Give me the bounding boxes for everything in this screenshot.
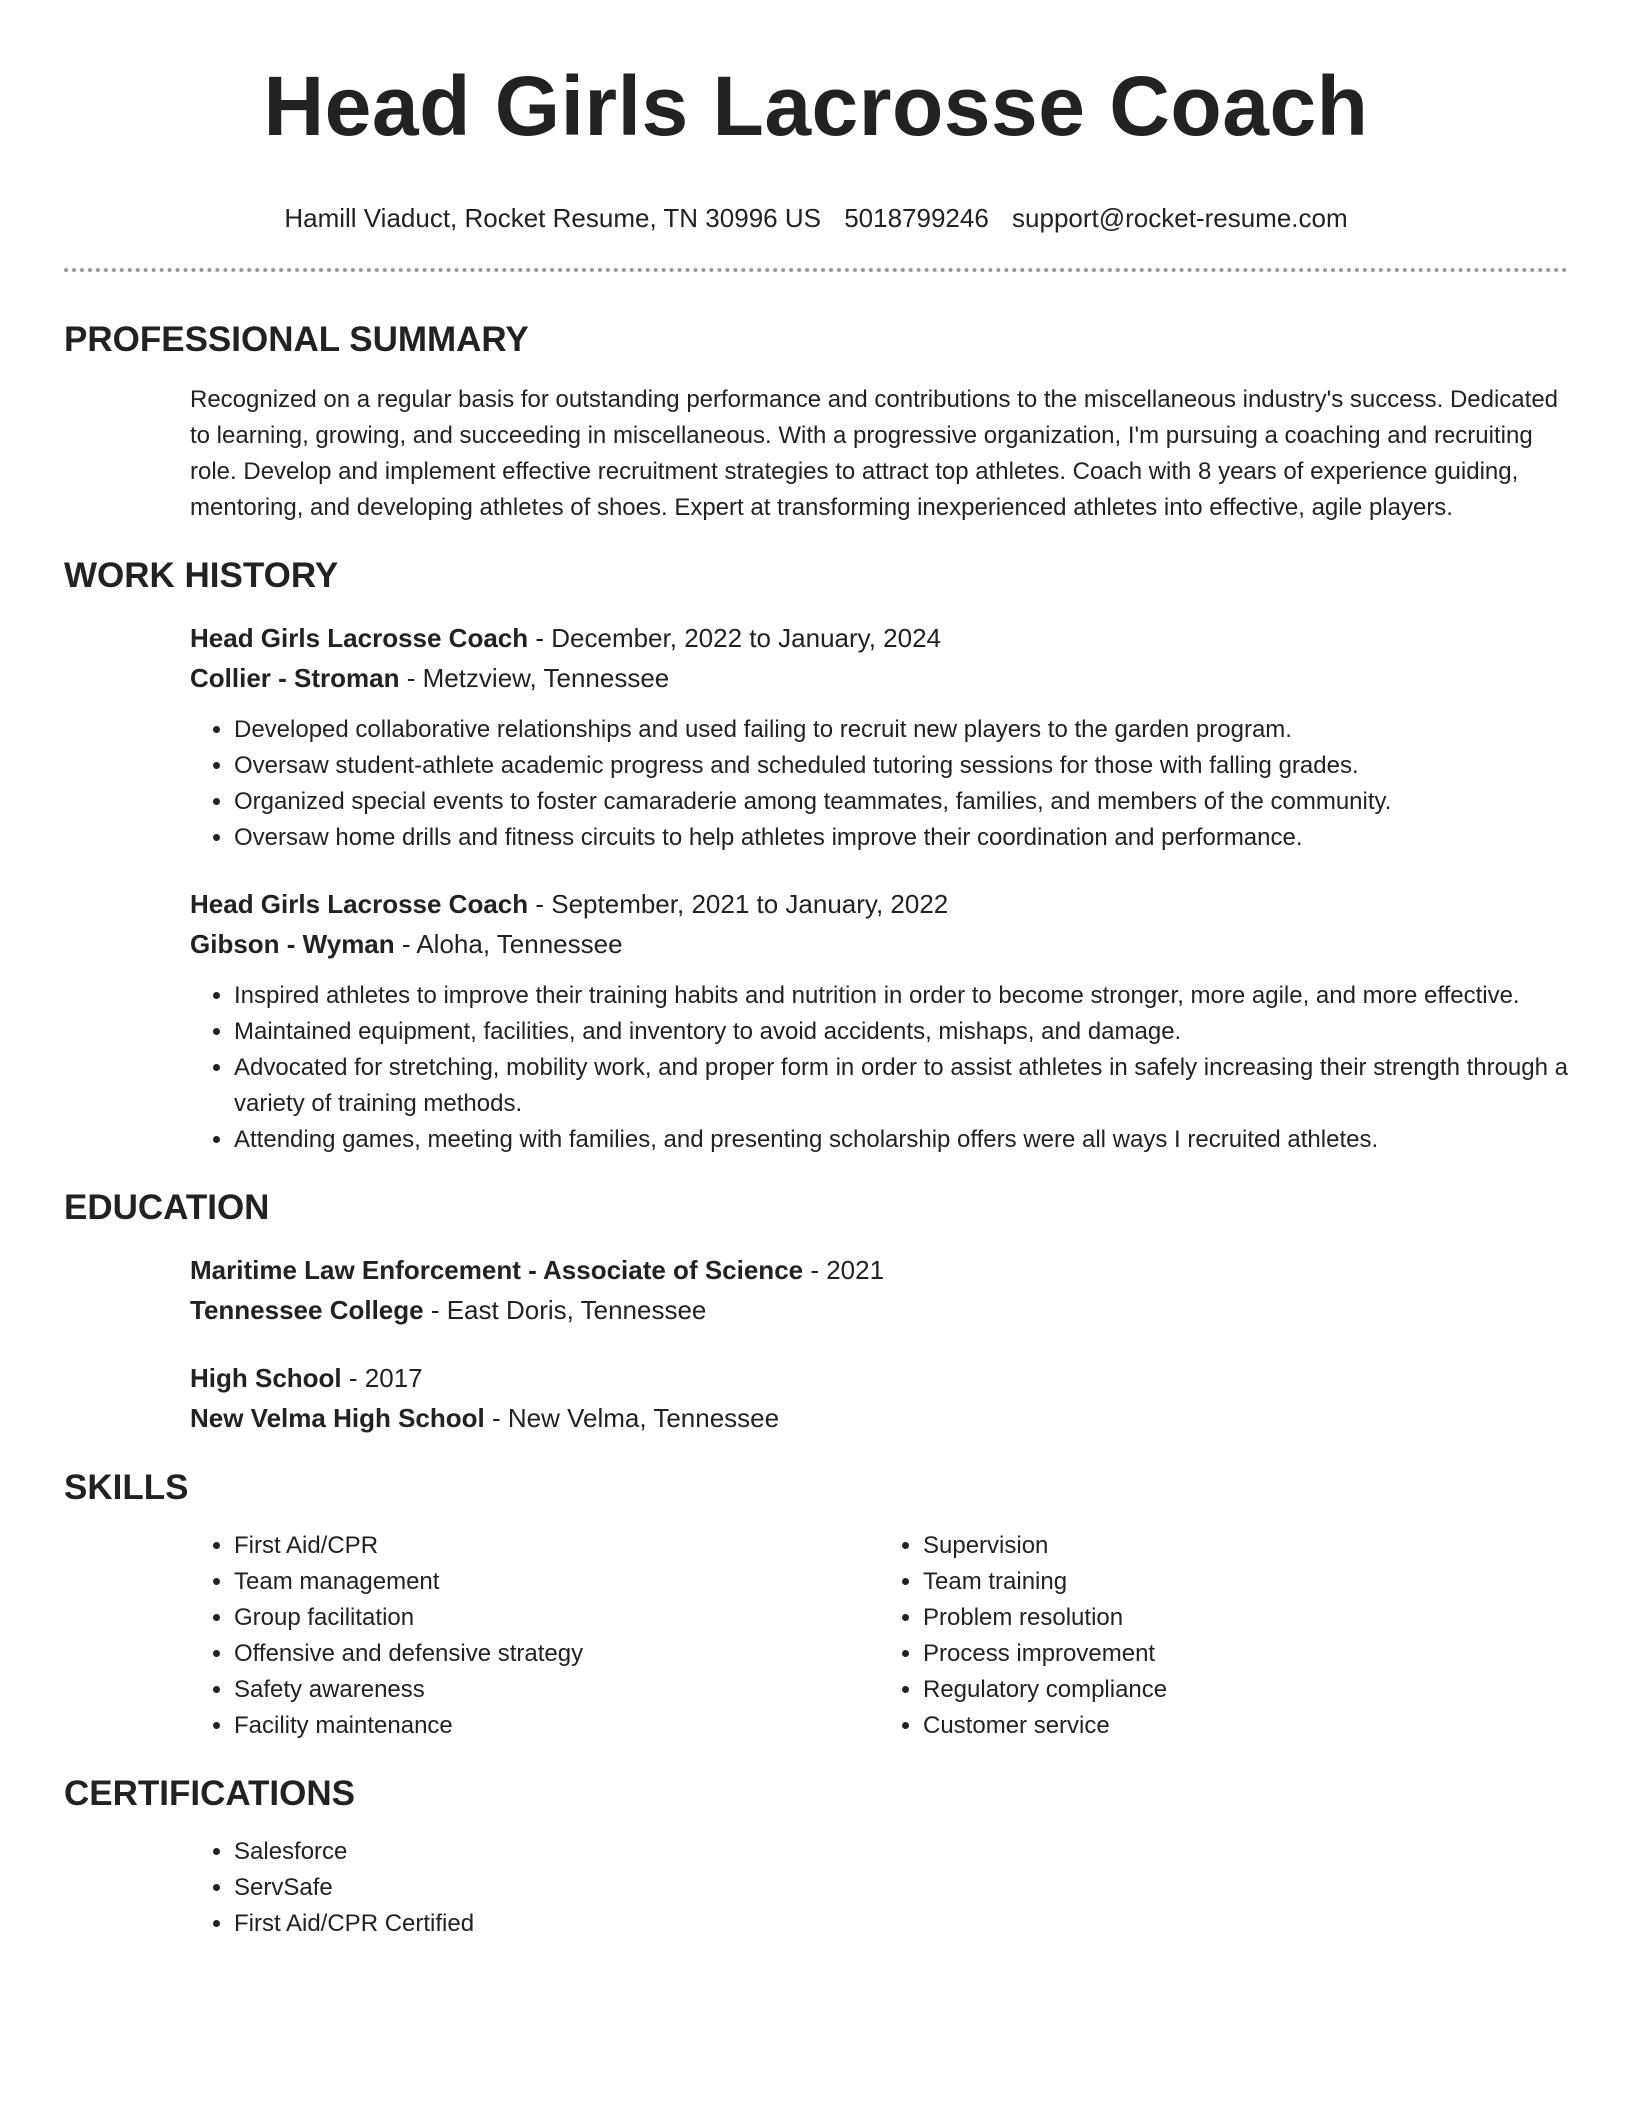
education-entry [190, 1250, 1568, 1330]
job-bullet: • Attending games, meeting with families, and presenting scholarship offers were all ways I recruited athletes. [234, 1122, 1568, 1158]
job-bullet: • Advocated for stretching, mobility work, and proper form in order to assist athletes in safely increasing their strength through a variety of training methods. [234, 1050, 1568, 1122]
job-bullet: • Inspired athletes to improve their training habits and nutrition in order to become stronger, more agile, and more effective. [234, 978, 1568, 1014]
education-school-line [190, 1398, 1568, 1438]
education-year: - 2017 [341, 1363, 423, 1393]
education-year: - 2021 [803, 1255, 885, 1285]
job-company: Collier - Stroman [190, 663, 400, 693]
job-role: Head Girls Lacrosse Coach [190, 889, 529, 919]
summary-text: Recognized on a regular basis for outstanding performance and contributions to the miscellaneous industry's success. Dedicated to learning, growing, and succeeding in miscellaneous. With a progressive organization, I'm pursuing a coaching and recruiting role. Develop and implement effective recruitment strategies to attract top athletes. Coach with 8 years of experience guiding, mentoring, and developing athletes of shoes. Expert at transforming inexperienced athletes into effective, agile players. [190, 386, 1559, 521]
certifications-list [190, 1834, 1568, 1942]
job-dates: - December, 2022 to January, 2024 [528, 623, 942, 653]
skills-list-left [190, 1528, 879, 1744]
job-bullet: • Developed collaborative relationships and used failing to recruit new players to the garden program. [234, 712, 1568, 748]
section-certifications [64, 1772, 1568, 1942]
education-location: - East Doris, Tennessee [423, 1295, 707, 1325]
certification-item: • First Aid/CPR Certified [234, 1906, 1568, 1942]
job-bullets [190, 978, 1568, 1158]
job-bullets [190, 712, 1568, 856]
job-dates: - September, 2021 to January, 2022 [528, 889, 949, 919]
section-education [64, 1186, 1568, 1438]
job-company-line [190, 924, 1568, 964]
skill-item: • Team training [923, 1564, 1568, 1600]
job-role: Head Girls Lacrosse Coach [190, 623, 529, 653]
contact-line [64, 202, 1568, 234]
job-company-line [190, 658, 1568, 698]
education-school: New Velma High School [190, 1403, 485, 1433]
candidate-name: Head Girls Lacrosse Coach [263, 59, 1369, 153]
certification-item: • ServSafe [234, 1870, 1568, 1906]
skill-item: • Customer service [923, 1708, 1568, 1744]
skills-list-right [879, 1528, 1568, 1744]
job-title-line [190, 618, 1568, 658]
education-degree: High School [190, 1363, 342, 1393]
job-title-line [190, 884, 1568, 924]
section-title-certifications: CERTIFICATIONS [64, 1774, 356, 1813]
skill-item: • Facility maintenance [234, 1708, 879, 1744]
skill-item: • Safety awareness [234, 1672, 879, 1708]
section-title-education: EDUCATION [64, 1188, 270, 1227]
skill-item: • Problem resolution [923, 1600, 1568, 1636]
job-company: Gibson - Wyman [190, 929, 395, 959]
skill-item: • First Aid/CPR [234, 1528, 879, 1564]
skill-item: • Offensive and defensive strategy [234, 1636, 879, 1672]
education-school: Tennessee College [190, 1295, 424, 1325]
skill-item: • Supervision [923, 1528, 1568, 1564]
skills-columns [190, 1528, 1568, 1744]
job-bullet: • Oversaw home drills and fitness circuits to help athletes improve their coordination and performance. [234, 820, 1568, 856]
job-bullet: • Maintained equipment, facilities, and inventory to avoid accidents, mishaps, and damage. [234, 1014, 1568, 1050]
contact-phone: 5018799246 [844, 203, 989, 233]
education-degree-line [190, 1358, 1568, 1398]
education-degree-line [190, 1250, 1568, 1290]
skill-item: • Regulatory compliance [923, 1672, 1568, 1708]
contact-email: support@rocket-resume.com [1012, 203, 1348, 233]
skill-item: • Team management [234, 1564, 879, 1600]
section-work-history [64, 554, 1568, 1158]
section-skills [64, 1466, 1568, 1744]
job-entry [190, 618, 1568, 856]
certification-item: • Salesforce [234, 1834, 1568, 1870]
skill-item: • Process improvement [923, 1636, 1568, 1672]
education-degree: Maritime Law Enforcement - Associate of Science [190, 1255, 804, 1285]
section-title-work: WORK HISTORY [64, 556, 339, 595]
job-bullet: • Organized special events to foster camaraderie among teammates, families, and members of the community. [234, 784, 1568, 820]
job-bullet: • Oversaw student-athlete academic progress and scheduled tutoring sessions for those with falling grades. [234, 748, 1568, 784]
skill-item: • Group facilitation [234, 1600, 879, 1636]
job-entry [190, 884, 1568, 1158]
header-divider [64, 268, 1568, 272]
section-summary [64, 318, 1568, 526]
education-location: - New Velma, Tennessee [484, 1403, 780, 1433]
education-entry [190, 1358, 1568, 1438]
job-location: - Aloha, Tennessee [394, 929, 623, 959]
education-school-line [190, 1290, 1568, 1330]
job-location: - Metzview, Tennessee [399, 663, 670, 693]
contact-address: Hamill Viaduct, Rocket Resume, TN 30996 US [284, 203, 821, 233]
section-title-skills: SKILLS [64, 1468, 189, 1507]
section-title-summary: PROFESSIONAL SUMMARY [64, 320, 529, 359]
